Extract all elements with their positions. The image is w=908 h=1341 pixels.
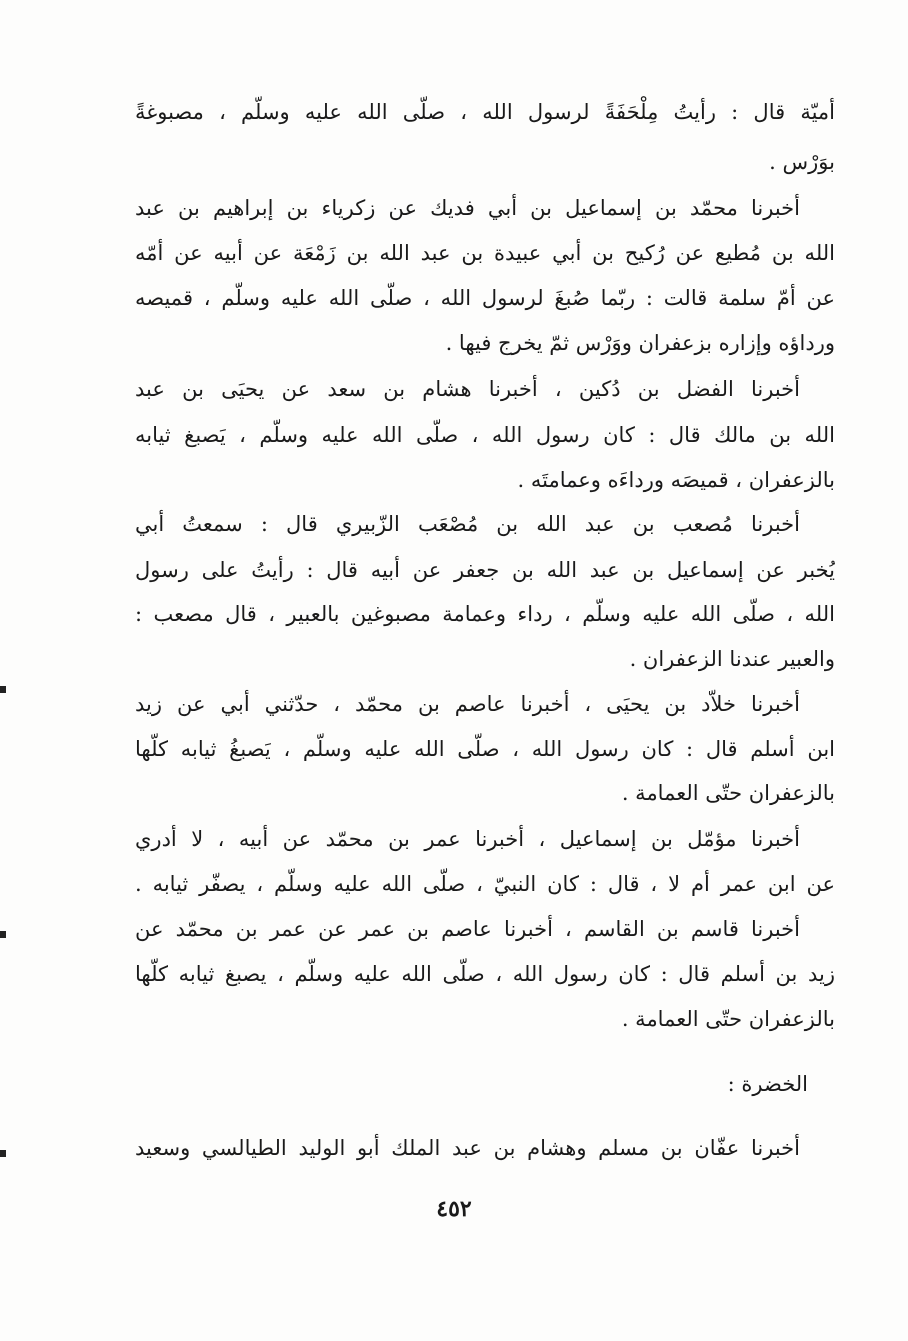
text-line: بالزعفران حتّى العمامة .: [621, 1007, 835, 1031]
text-line: أميّة قال : رأيتُ مِلْحَفَةً لرسول الله ، صلّى الله عليه وسلّم ، مصبوغةً: [135, 100, 835, 124]
text-line: يُخبر عن إسماعيل بن عبد الله بن جعفر عن أبيه قال : رأيتُ على رسول: [135, 558, 835, 582]
text-line: بوَرْس .: [769, 150, 835, 174]
margin-mark: [0, 931, 6, 938]
text-line: أخبرنا قاسم بن القاسم ، أخبرنا عاصم بن عمر عن عمر بن محمّد عن: [135, 917, 800, 941]
text-line: أخبرنا مُصعب بن عبد الله بن مُصْعَب الزّبيري قال : سمعتُ أبي: [135, 512, 800, 536]
text-line: أخبرنا مؤمّل بن إسماعيل ، أخبرنا عمر بن محمّد عن أبيه ، لا أدري: [135, 827, 800, 851]
text-line: زيد بن أسلم قال : كان رسول الله ، صلّى الله عليه وسلّم ، يصبغ ثيابه كلّها: [135, 962, 835, 986]
text-line: أخبرنا محمّد بن إسماعيل بن أبي فديك عن زكرياء بن إبراهيم بن عبد: [135, 196, 800, 220]
text-line: عن أمّ سلمة قالت : ربّما صُبغَ لرسول الله ، صلّى الله عليه وسلّم ، قميصه: [135, 286, 835, 310]
text-line: ورداؤه وإزاره بزعفران ووَرْس ثمّ يخرج فيها .: [445, 331, 835, 355]
page-number: ٤٥٢: [436, 1196, 472, 1222]
section-heading: الخضرة :: [727, 1072, 808, 1096]
text-line: عن ابن عمر أم لا ، قال : كان النبيّ ، صلّى الله عليه وسلّم ، يصفّر ثيابه .: [135, 872, 835, 896]
text-line: أخبرنا خلاّد بن يحيَى ، أخبرنا عاصم بن محمّد ، حدّثني أبي عن زيد: [135, 692, 800, 716]
margin-mark: [0, 1150, 6, 1157]
text-line: الله بن مُطيع عن رُكيح بن أبي عبيدة بن عبد الله بن زَمْعَة عن أبيه عن أمّه: [135, 241, 835, 265]
text-line: بالزعفران ، قميصَه ورداءَه وعمامتَه .: [517, 468, 835, 492]
text-line: الله ، صلّى الله عليه وسلّم ، رداء وعمامة مصبوغين بالعبير ، قال مصعب :: [135, 602, 835, 626]
text-line: ابن أسلم قال : كان رسول الله ، صلّى الله عليه وسلّم ، يَصبغُ ثيابه كلّها: [135, 737, 835, 761]
text-line: الله بن مالك قال : كان رسول الله ، صلّى الله عليه وسلّم ، يَصبغ ثيابه: [135, 423, 835, 447]
margin-mark: [0, 686, 6, 693]
text-line: بالزعفران حتّى العمامة .: [621, 781, 835, 805]
text-line: والعبير عندنا الزعفران .: [629, 647, 835, 671]
text-line: أخبرنا عفّان بن مسلم وهشام بن عبد الملك أبو الوليد الطيالسي وسعيد: [135, 1136, 800, 1160]
text-line: أخبرنا الفضل بن دُكين ، أخبرنا هشام بن سعد عن يحيَى بن عبد: [135, 377, 800, 401]
